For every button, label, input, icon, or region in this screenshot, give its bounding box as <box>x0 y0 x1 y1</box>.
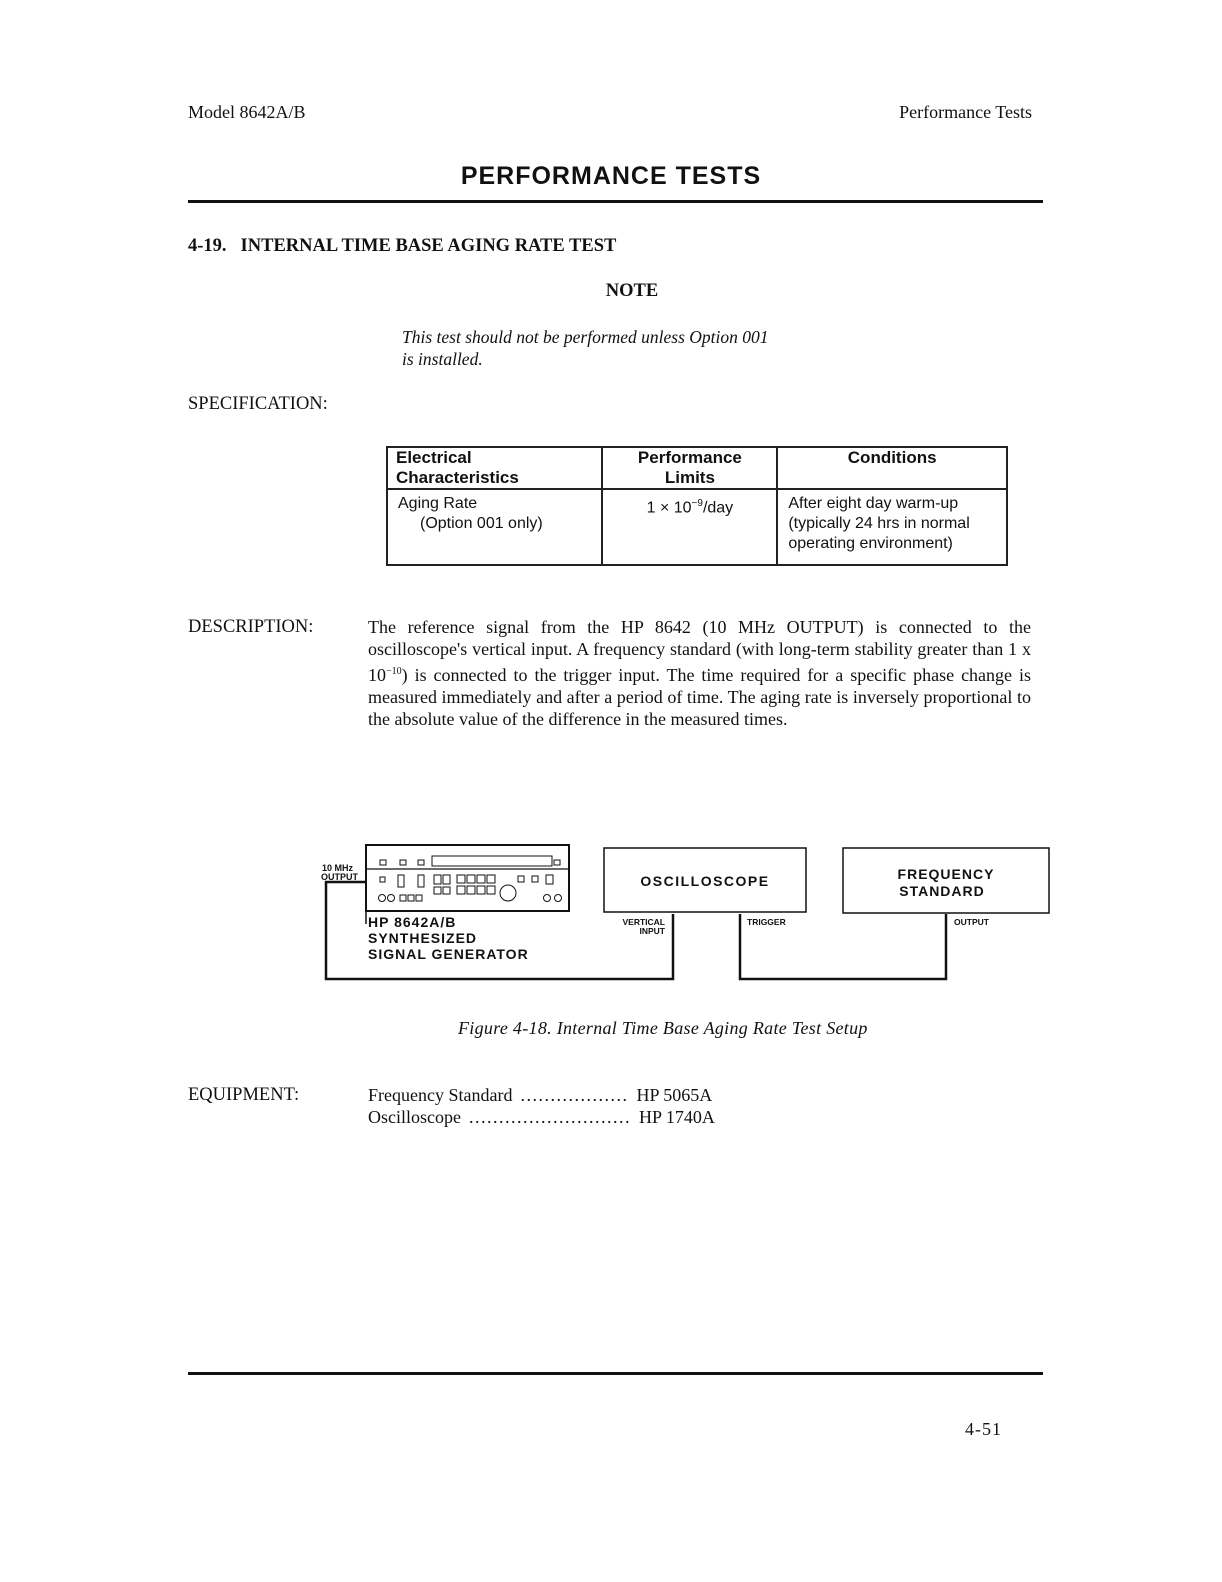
equipment-label: EQUIPMENT: <box>188 1085 300 1105</box>
generator-label: HP 8642A/B <box>368 914 457 930</box>
table-cell-conditions <box>777 489 1007 565</box>
cell-line: operating environment) <box>788 535 953 552</box>
description-paragraph <box>368 616 1031 730</box>
output-label: OUTPUT <box>321 872 358 882</box>
vertical-input-label: INPUT <box>639 926 665 936</box>
vertical-input-label: VERTICAL <box>622 917 665 927</box>
front-panel-controls <box>379 856 562 902</box>
bottom-rule <box>188 1372 1043 1375</box>
note-line: is installed. <box>402 349 483 369</box>
equipment-item <box>368 1085 712 1106</box>
limit-unit: /day <box>702 499 734 517</box>
limit-exponent: −9 <box>691 498 703 509</box>
limit-base: 1 × 10 <box>646 499 692 517</box>
equipment-name: Oscilloscope <box>368 1107 461 1127</box>
header-model: Model 8642A/B <box>188 102 306 122</box>
test-setup-diagram <box>310 835 1060 995</box>
specification-label: SPECIFICATION: <box>188 394 328 414</box>
note-line: This test should not be performed unless Option 001 <box>402 327 769 347</box>
cell-line: (Option 001 only) <box>420 515 543 532</box>
page-number: 4-51 <box>965 1419 1002 1439</box>
table-row <box>387 489 1007 565</box>
equipment-name: Frequency Standard <box>368 1085 513 1105</box>
generator-label: SYNTHESIZED <box>368 930 478 946</box>
specification-table <box>386 446 1008 566</box>
description-exponent: −10 <box>386 665 402 677</box>
section-title: INTERNAL TIME BASE AGING RATE TEST <box>240 236 617 256</box>
freq-output-label: OUTPUT <box>954 917 989 927</box>
output-label: 10 MHz <box>322 863 354 873</box>
cell-line: Aging Rate <box>398 495 478 512</box>
figure-caption: Figure 4-18. Internal Time Base Aging Rate Test Setup <box>458 1018 868 1038</box>
table-header: Electrical Characteristics <box>387 447 602 489</box>
equipment-model: HP 1740A <box>638 1107 715 1127</box>
note-heading: NOTE <box>605 281 659 301</box>
description-label: DESCRIPTION: <box>188 617 314 637</box>
frequency-standard-label: STANDARD <box>899 883 985 899</box>
table-header: Performance Limits <box>602 447 777 489</box>
oscilloscope-label: OSCILLOSCOPE <box>640 873 770 889</box>
equipment-item <box>368 1107 715 1128</box>
frequency-standard-label: FREQUENCY <box>897 866 995 882</box>
note-text <box>402 326 882 370</box>
top-rule <box>188 200 1043 203</box>
leader-dots: ........................... <box>468 1107 631 1127</box>
header-section: Performance Tests <box>899 102 1032 122</box>
table-cell-limit <box>602 489 777 565</box>
description-text: The reference signal from the HP 8642 (10 MHz OUTPUT) is connected to the oscilloscope's vertical input. A frequency standard (with long-term stability greater than 1 x 10 <box>368 617 1031 685</box>
table-header: Conditions <box>777 447 1007 489</box>
cell-line: After eight day warm-up <box>788 495 959 512</box>
equipment-model: HP 5065A <box>636 1085 713 1105</box>
description-text: ) is connected to the trigger input. The time required for a specific phase change is measured immediately and after a period of time. The aging rate is inversely proportional to the absolute value of the difference in the measured times. <box>368 664 1031 730</box>
trigger-label: TRIGGER <box>747 917 786 927</box>
table-header-row <box>387 447 1007 489</box>
section-number: 4-19. <box>188 236 227 256</box>
tuning-knob <box>500 885 516 901</box>
leader-dots: .................. <box>520 1085 629 1105</box>
generator-label: SIGNAL GENERATOR <box>368 946 529 962</box>
section-heading <box>188 236 616 257</box>
page-title: PERFORMANCE TESTS <box>460 162 762 190</box>
cell-line: (typically 24 hrs in normal <box>788 515 970 532</box>
table-cell-characteristic <box>387 489 602 565</box>
